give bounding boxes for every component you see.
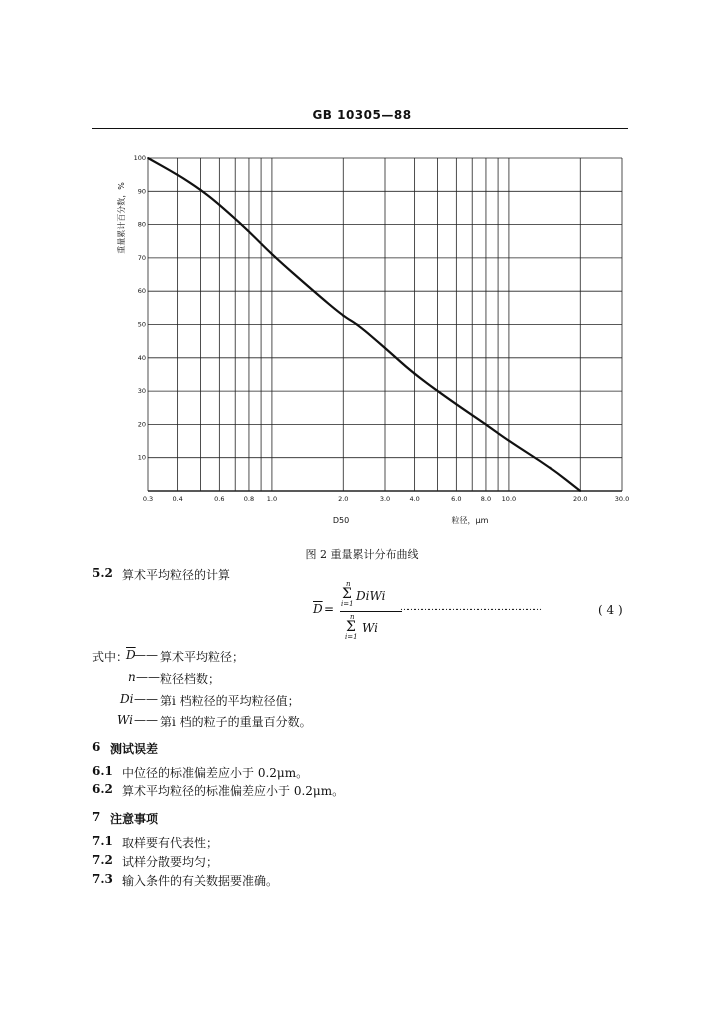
where-dash-wi: —— bbox=[134, 713, 158, 727]
formula-number: ( 4 ) bbox=[598, 603, 623, 617]
x-tick-label: 0.3 bbox=[142, 495, 154, 503]
x-tick-label: 10.0 bbox=[501, 495, 517, 503]
section-7-3-number: 7.3 bbox=[92, 872, 113, 886]
y-tick-labels bbox=[134, 154, 146, 462]
where-intro: 式中： bbox=[92, 650, 129, 664]
formula-num-upper: n bbox=[346, 580, 351, 588]
section-7-2-number: 7.2 bbox=[92, 853, 113, 867]
formula-den-sigma: Σ bbox=[346, 619, 356, 635]
section-6-1-text: 中位径的标准偏差应小于 0.2μm。 bbox=[122, 766, 309, 780]
section-7-number: 7 bbox=[92, 810, 101, 824]
x-tick-label: 6.0 bbox=[451, 495, 462, 503]
series-point bbox=[384, 347, 386, 349]
series-point bbox=[508, 440, 510, 442]
formula-num-sigma: Σ bbox=[342, 586, 352, 602]
section-6-2-text: 算术平均粒径的标准偏差应小于 0.2μm。 bbox=[122, 784, 345, 798]
y-tick-label: 40 bbox=[137, 353, 146, 362]
figure-caption: 图 2 重量累计分布曲线 bbox=[305, 548, 419, 561]
y-tick-label: 50 bbox=[137, 320, 146, 329]
y-tick-label: 80 bbox=[137, 220, 146, 229]
y-tick-label: 60 bbox=[137, 287, 146, 296]
x-axis-label: 粒径，μm bbox=[451, 516, 489, 525]
section-6-2-number: 6.2 bbox=[92, 782, 113, 796]
series-point bbox=[550, 467, 552, 469]
x-tick-label: 0.6 bbox=[214, 495, 225, 503]
x-tick-labels bbox=[143, 495, 629, 503]
y-tick-label: 20 bbox=[137, 420, 146, 429]
section-5-2-number: 5.2 bbox=[92, 566, 113, 580]
formula-den-term: Wi bbox=[362, 621, 378, 635]
where-symbol-di: Di bbox=[120, 692, 134, 706]
section-7-1-text: 取样要有代表性； bbox=[122, 836, 219, 850]
series-point bbox=[147, 157, 149, 159]
y-tick-label: 90 bbox=[137, 187, 146, 196]
formula-equals: = bbox=[324, 602, 335, 616]
x-tick-label: 8.0 bbox=[480, 495, 492, 503]
series-point bbox=[218, 204, 220, 206]
series-point bbox=[177, 174, 179, 176]
x-tick-label: 0.4 bbox=[172, 495, 183, 503]
series-point bbox=[485, 424, 487, 426]
formula-leader: …………………………………………………… bbox=[400, 603, 540, 613]
series-point bbox=[313, 290, 315, 292]
series-point bbox=[342, 315, 344, 317]
standard-number-header: GB 10305—88 bbox=[312, 108, 412, 122]
series-point bbox=[271, 254, 273, 256]
where-text-di: 第i 档粒径的平均粒径值； bbox=[160, 694, 300, 708]
series-point bbox=[579, 490, 581, 492]
where-dash-di: —— bbox=[134, 692, 158, 706]
where-symbol-wi: Wi bbox=[117, 713, 133, 727]
y-tick-label: 10 bbox=[137, 453, 146, 462]
where-symbol-d: $\overline{D}$ bbox=[126, 648, 136, 662]
section-7-2-text: 试样分散要均匀； bbox=[122, 855, 219, 869]
where-dash-n: —— bbox=[136, 670, 160, 684]
x-tick-label: 3.0 bbox=[379, 495, 391, 503]
formula-fraction-bar bbox=[340, 611, 402, 612]
section-7-1-number: 7.1 bbox=[92, 834, 113, 848]
series-point bbox=[414, 374, 416, 376]
x-tick-label: 0.8 bbox=[243, 495, 255, 503]
where-text-d: 算术平均粒径； bbox=[160, 650, 245, 664]
section-7-3-text: 输入条件的有关数据要准确。 bbox=[122, 874, 279, 888]
series-point bbox=[248, 230, 250, 232]
x-tick-label: 2.0 bbox=[338, 495, 349, 503]
y-axis-label: 重量累计百分数，% bbox=[117, 182, 126, 254]
x-tick-label: 20.0 bbox=[573, 495, 588, 503]
x-tick-label: 4.0 bbox=[409, 495, 420, 503]
section-5-2-title: 算术平均粒径的计算 bbox=[122, 568, 231, 582]
x-tick-label: 30.0 bbox=[614, 495, 630, 503]
where-text-n: 粒径档数； bbox=[160, 672, 221, 686]
y-tick-label: 70 bbox=[137, 253, 146, 262]
section-6-number: 6 bbox=[92, 740, 101, 754]
section-6-1-number: 6.1 bbox=[92, 764, 113, 778]
y-tick-label: 30 bbox=[137, 387, 146, 396]
where-text-wi: 第i 档的粒子的重量百分数。 bbox=[160, 715, 312, 729]
d50-marker-label: D50 bbox=[332, 516, 350, 525]
formula-den-lower: i=1 bbox=[345, 633, 358, 641]
where-symbol-n: n bbox=[128, 670, 136, 684]
y-tick-label: 100 bbox=[133, 154, 146, 162]
x-tick-label: 1.0 bbox=[266, 495, 278, 503]
formula-num-lower: i=1 bbox=[341, 600, 354, 608]
formula-den-upper: n bbox=[350, 613, 355, 621]
series-point bbox=[357, 324, 359, 326]
series-point bbox=[200, 189, 202, 191]
where-dash-d: —— bbox=[134, 648, 158, 662]
series-point bbox=[455, 404, 457, 406]
formula-num-term: DiWi bbox=[356, 589, 386, 603]
section-7-title: 注意事项 bbox=[110, 812, 159, 826]
formula-lhs: $\overline{D}$ bbox=[313, 602, 323, 616]
section-6-title: 测试误差 bbox=[110, 742, 159, 756]
